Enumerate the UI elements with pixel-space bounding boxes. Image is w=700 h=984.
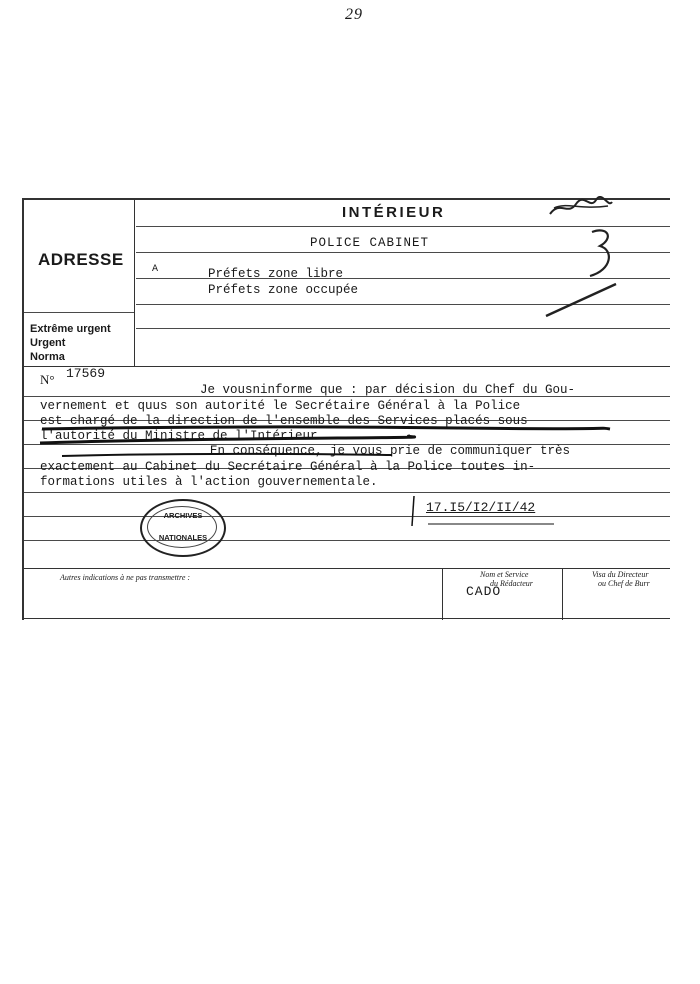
message-line: Je vousninforme que : par décision du Chef du Gou- — [200, 383, 576, 397]
stamp-text-top: ARCHIVES — [163, 511, 203, 520]
destination-line: Préfets zone libre — [208, 267, 344, 281]
handwritten-scribble — [546, 196, 616, 218]
form-rule — [24, 516, 670, 517]
message-line: formations utiles à l'action gouvernementale. — [40, 475, 378, 489]
stamp-text-bottom: NATIONALES — [158, 533, 208, 542]
footer-column-divider — [562, 568, 563, 620]
other-indications-label: Autres indications à ne pas transmettre : — [60, 573, 191, 582]
address-label: ADRESSE — [38, 250, 124, 269]
message-line: exactement au Cabinet du Secrétaire Général à la Police toutes in- — [40, 460, 536, 474]
message-line: vernement et quus son autorité le Secrétaire Général à la Police — [40, 399, 521, 413]
signature-bracket — [408, 494, 558, 528]
pen-stroke — [540, 280, 620, 320]
service-name: POLICE CABINET — [310, 236, 430, 250]
redactor-name: CADO — [466, 584, 502, 599]
form-rule — [136, 328, 670, 329]
message-line: l'autorité du Ministre de l'Intérieur. — [40, 429, 326, 443]
redactor-label: du Rédacteur — [490, 579, 533, 588]
pen-underline — [38, 425, 618, 447]
address-column-divider — [134, 200, 135, 366]
address-prefix: A — [152, 264, 159, 275]
message-line: est chargé de la direction de l'ensemble des Services placés sous — [40, 414, 528, 428]
form-rule — [24, 492, 670, 493]
footer-divider — [24, 568, 670, 569]
archives-stamp — [140, 499, 226, 557]
page-number: 29 — [345, 6, 363, 23]
footer-bottom-line — [24, 618, 670, 619]
urgency-normal: Norma — [30, 351, 65, 363]
form-rule — [24, 312, 134, 313]
director-label: Visa du Directeur — [592, 570, 649, 579]
urgency-extreme: Extrême urgent — [30, 323, 111, 335]
form-section-divider — [24, 366, 670, 367]
date-code: 17.I5/I2/II/42 — [426, 500, 536, 515]
ministry-title: INTÉRIEUR — [342, 204, 446, 221]
urgency-urgent: Urgent — [30, 337, 66, 349]
director-label: ou Chef de Burr — [598, 579, 650, 588]
destination-line: Préfets zone occupée — [208, 283, 359, 297]
pen-underline — [60, 450, 400, 460]
number-label: N° — [40, 372, 55, 387]
telegram-number: 17569 — [66, 366, 106, 381]
redactor-label: Nom et Service — [480, 570, 529, 579]
handwritten-mark — [582, 224, 622, 284]
form-rule — [24, 540, 670, 541]
message-line: En conséquence, je vous prie de communiquer très — [210, 444, 571, 458]
footer-column-divider — [442, 568, 443, 620]
